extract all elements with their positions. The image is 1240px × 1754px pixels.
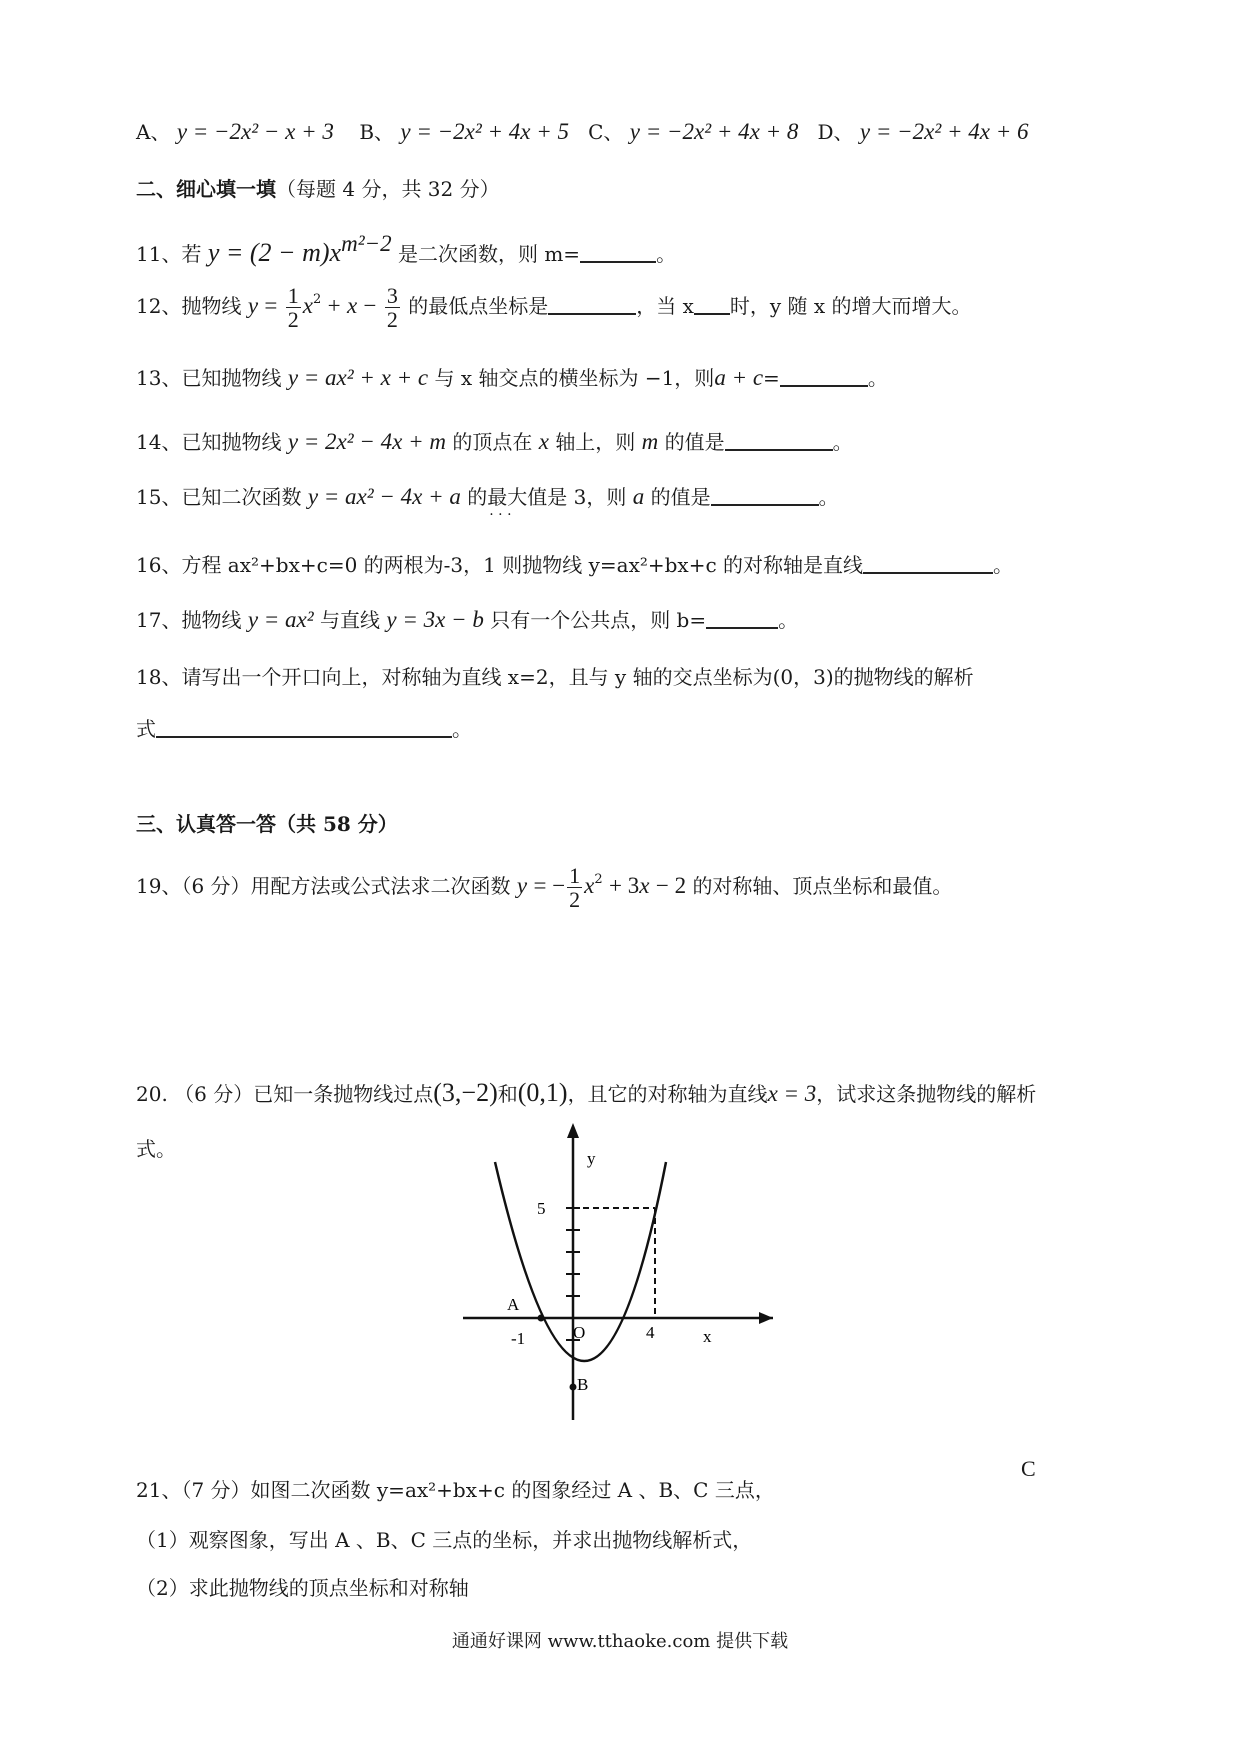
question-12: 12、抛物线 y = $\frac{1}{2}$ $x^2 + x$ − $\frac{3}{2}$ 的最低点坐标是 ，当 x 时，y 随 x 的增大而增大。 — [136, 283, 972, 333]
question-11 — [136, 231, 677, 268]
q17-tail: 只有一个公共点，则 b= — [490, 608, 707, 632]
x-axis-arrow — [759, 1312, 773, 1324]
q21-line1: 21、（7 分）如图二次函数 y=ax²+bx+c 的图象经过 A 、B、C 三点， — [136, 1478, 775, 1502]
q18-line1: 18、请写出一个开口向上，对称轴为直线 x=2，且与 y 轴的交点坐标为(0，3)的抛物线的解析 — [136, 665, 974, 689]
option-c-expr: y = −2x² + 4x + 8 — [629, 119, 799, 144]
q18-answer-blank[interactable] — [156, 716, 452, 738]
question-20-line-1 — [136, 1077, 1036, 1108]
q16-text: 16、方程 ax²+bx+c=0 的两根为-3，1 则抛物线 y=ax²+bx+c 的对称轴是直线 — [136, 553, 864, 577]
origin-label: O — [573, 1323, 586, 1342]
question-13 — [136, 364, 888, 392]
q14-end: 。 — [832, 430, 853, 454]
option-b-expr: y = −2x² + 4x + 5 — [400, 119, 570, 144]
q18-line2: 式 — [136, 717, 156, 741]
parabola-graph — [455, 1120, 775, 1430]
q11-exponent: m²−2 — [341, 231, 392, 256]
q21-line2: （1）观察图象，写出 A 、B、C 三点的坐标，并求出抛物线解析式， — [136, 1528, 753, 1552]
tick-label-5: 5 — [537, 1199, 546, 1218]
q12-text: 的最低点坐标是 — [408, 294, 549, 319]
q13-eq: = — [763, 366, 780, 390]
q15-a: a — [632, 484, 645, 509]
q18-end: 。 — [452, 717, 472, 741]
q20-point-2: (0,1) — [517, 1078, 568, 1107]
q13-text: 与 x 轴交点的横坐标为 −1，则 — [434, 366, 715, 390]
point-b — [570, 1384, 577, 1391]
q12-tail: 时，y 随 x 的增大而增大。 — [729, 294, 972, 319]
section-2-title: 二、细心填一填 — [136, 177, 276, 201]
question-17 — [136, 606, 798, 634]
section-2-note: （每题 4 分，共 32 分） — [276, 177, 500, 201]
page-footer: 通通好课网 www.tthaoke.com 提供下载 — [451, 1631, 789, 1652]
x-axis-label: x — [703, 1327, 712, 1346]
question-18-line-1 — [136, 665, 974, 689]
option-d-expr: y = −2x² + 4x + 6 — [859, 119, 1029, 144]
q12-mid: ，当 x — [636, 294, 694, 319]
q19-tail: 的对称轴、顶点坐标和最值。 — [692, 874, 953, 899]
question-14 — [136, 428, 853, 456]
q20-and: 和 — [497, 1082, 518, 1106]
question-21-line-3 — [136, 1576, 469, 1600]
q13-num: 13、已知抛物线 — [136, 366, 282, 390]
q19-num: 19、（6 分）用配方法或公式法求二次函数 — [136, 874, 511, 899]
q20-text-c: ，试求这条抛物线的解析 — [816, 1082, 1037, 1106]
q14-text: 的顶点在 — [452, 430, 533, 454]
q12-blank-x[interactable] — [694, 293, 730, 315]
option-c-label: C、 — [588, 120, 624, 144]
question-19: 19、（6 分）用配方法或公式法求二次函数 y = − $\frac{1}{2}$ $x^2 + 3x - 2$ 的对称轴、顶点坐标和最值。 — [136, 863, 953, 913]
q15-end: 。 — [818, 485, 839, 509]
q17-answer-blank[interactable] — [706, 607, 778, 629]
q20-line2: 式。 — [136, 1137, 176, 1161]
question-21-line-1 — [136, 1478, 775, 1502]
q13-expr2: a + c — [714, 365, 764, 390]
option-b-label: B、 — [359, 120, 395, 144]
q20-text-a: 20. （6 分）已知一条抛物线过点 — [136, 1082, 434, 1106]
q17-expr: y = ax² — [247, 607, 314, 632]
q17-expr2: y = 3x − b — [386, 607, 484, 632]
q17-end: 。 — [778, 608, 799, 632]
question-21-line-2 — [136, 1528, 752, 1552]
q14-m: m — [641, 429, 659, 454]
y-axis-arrow — [567, 1123, 579, 1138]
q15-answer-blank[interactable] — [711, 484, 819, 506]
question-16 — [136, 552, 1013, 577]
q12-fraction-half: $\frac{1}{2}$ — [287, 283, 299, 333]
option-d-label: D、 — [817, 120, 854, 144]
q16-end: 。 — [993, 553, 1014, 577]
q13-answer-blank[interactable] — [780, 365, 868, 387]
q17-text: 与直线 — [320, 608, 381, 632]
q15-emphasis: 最大值 · · · — [487, 485, 547, 509]
q15-expr: y = ax² − 4x + a — [307, 484, 461, 509]
q15-text: 的 — [467, 485, 488, 509]
q11-expr: y = (2 − m)x — [207, 238, 342, 267]
q20-axis-expr: x = 3 — [767, 1081, 817, 1106]
q15-text2: 是 3，则 — [547, 485, 627, 509]
q15-tail: 的值是 — [650, 485, 711, 509]
tick-label-neg-one: -1 — [511, 1329, 526, 1348]
q11-num: 11、若 — [136, 242, 202, 266]
label-a: A — [507, 1295, 520, 1314]
question-18-line-2 — [136, 716, 472, 741]
q20-text-b: ，且它的对称轴为直线 — [567, 1082, 768, 1106]
q14-tail: 的值是 — [664, 430, 725, 454]
q11-text: 是二次函数，则 m= — [397, 242, 581, 266]
q11-answer-blank[interactable] — [580, 241, 656, 263]
point-a — [538, 1315, 545, 1322]
q12-fraction-three-halves: $\frac{3}{2}$ — [386, 283, 398, 333]
label-b: B — [577, 1375, 589, 1394]
q14-x: x — [538, 429, 549, 454]
question-15 — [136, 483, 839, 511]
q14-text2: 轴上，则 — [555, 430, 636, 454]
q20-point-1: (3,−2) — [433, 1078, 498, 1107]
option-a-label: A、 — [136, 120, 171, 144]
section-2-heading — [136, 177, 500, 201]
option-a-expr: y = −2x² − x + 3 — [176, 119, 334, 144]
q12-blank-vertex[interactable] — [548, 293, 636, 315]
q11-end: 。 — [656, 242, 677, 266]
options-line — [136, 118, 1028, 146]
section-3-title: 三、认真答一答（共 58 分） — [136, 812, 398, 836]
y-axis-label: y — [587, 1149, 596, 1168]
q16-answer-blank[interactable] — [863, 552, 993, 574]
q15-num: 15、已知二次函数 — [136, 485, 302, 509]
q14-answer-blank[interactable] — [725, 429, 833, 451]
q17-num: 17、抛物线 — [136, 608, 242, 632]
q13-end: 。 — [867, 366, 888, 390]
section-3-heading — [136, 812, 398, 836]
q14-expr: y = 2x² − 4x + m — [287, 429, 447, 454]
q13-expr: y = ax² + x + c — [287, 365, 429, 390]
q12-num: 12、抛物线 — [136, 294, 242, 319]
q19-fraction-half: $\frac{1}{2}$ — [569, 863, 581, 913]
q21-line3: （2）求此抛物线的顶点坐标和对称轴 — [136, 1576, 469, 1600]
question-20-line-2 — [136, 1137, 176, 1161]
label-c: C — [1021, 1456, 1036, 1481]
q14-num: 14、已知抛物线 — [136, 430, 282, 454]
tick-label-4: 4 — [646, 1323, 655, 1342]
